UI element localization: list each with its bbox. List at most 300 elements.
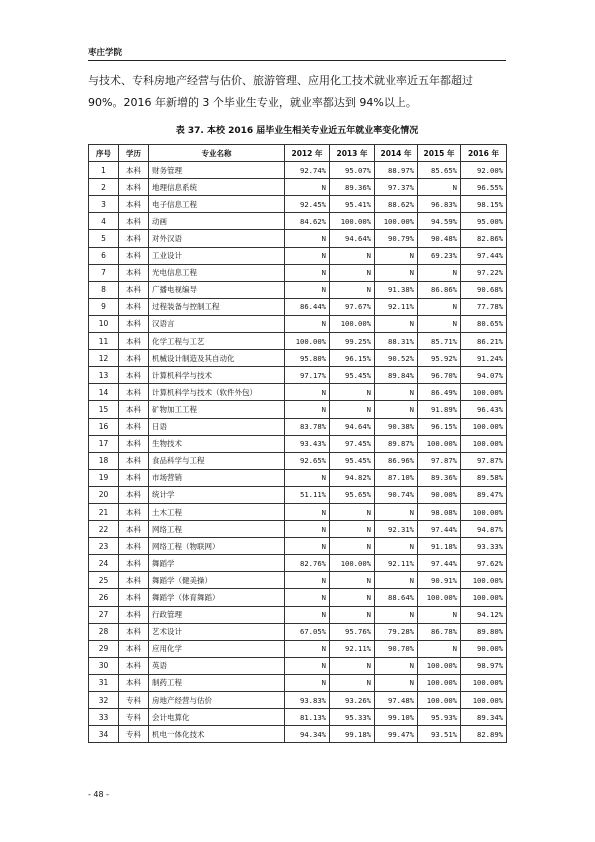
cell-2014: N (375, 657, 418, 674)
cell-2016: 90.00% (461, 640, 507, 657)
cell-index: 19 (89, 469, 119, 486)
cell-2016: 94.07% (461, 367, 507, 384)
cell-2014: 90.79% (375, 230, 418, 247)
table-row (89, 674, 507, 691)
running-header: 枣庄学院 (88, 48, 123, 58)
cell-degree: 本科 (119, 606, 149, 623)
cell-2014: N (375, 538, 418, 555)
cell-degree: 本科 (119, 657, 149, 674)
cell-2016: 91.24% (461, 350, 507, 367)
cell-degree: 专科 (119, 692, 149, 709)
col-header-2015: 2015 年 (418, 145, 461, 162)
cell-2013: 95.41% (330, 196, 375, 213)
cell-degree: 本科 (119, 555, 149, 572)
cell-major: 化学工程与工艺 (149, 333, 285, 350)
table-row (89, 281, 507, 298)
cell-2015: 97.44% (418, 521, 461, 538)
cell-2016: 89.80% (461, 623, 507, 640)
cell-major: 对外汉语 (149, 230, 285, 247)
table-caption: 表 37. 本校 2016 届毕业生相关专业近五年就业率变化情况 (175, 126, 419, 136)
cell-2013: 100.00% (330, 555, 375, 572)
cell-2015: 96.15% (418, 418, 461, 435)
col-header-2014: 2014 年 (375, 145, 418, 162)
cell-2014: 79.28% (375, 623, 418, 640)
cell-degree: 本科 (119, 418, 149, 435)
cell-major: 光电信息工程 (149, 264, 285, 281)
cell-index: 6 (89, 247, 119, 264)
cell-2012: N (285, 572, 330, 589)
cell-degree: 本科 (119, 230, 149, 247)
cell-2012: 83.78% (285, 418, 330, 435)
cell-2012: N (285, 281, 330, 298)
body-text-line-2: 90%。2016 年新增的 3 个毕业生专业，就业率都达到 94%以上。 (88, 96, 417, 109)
cell-2015: 91.18% (418, 538, 461, 555)
cell-2016: 90.68% (461, 281, 507, 298)
col-header-2016: 2016 年 (461, 145, 507, 162)
cell-index: 30 (89, 657, 119, 674)
cell-degree: 本科 (119, 247, 149, 264)
cell-2013: 93.26% (330, 692, 375, 709)
cell-2016: 95.00% (461, 213, 507, 230)
cell-2012: 100.00% (285, 333, 330, 350)
cell-2016: 97.87% (461, 452, 507, 469)
table-row (89, 384, 507, 401)
cell-degree: 本科 (119, 521, 149, 538)
cell-2014: 88.97% (375, 162, 418, 179)
table-row (89, 418, 507, 435)
cell-degree: 本科 (119, 538, 149, 555)
cell-2015: 100.00% (418, 589, 461, 606)
cell-2016: 82.86% (461, 230, 507, 247)
table-row (89, 521, 507, 538)
cell-2015: N (418, 640, 461, 657)
cell-2014: 90.38% (375, 418, 418, 435)
page-number: - 48 - (88, 790, 110, 799)
cell-index: 3 (89, 196, 119, 213)
cell-2013: N (330, 503, 375, 520)
cell-2015: 85.65% (418, 162, 461, 179)
cell-2015: 95.93% (418, 709, 461, 726)
cell-2014: 88.31% (375, 333, 418, 350)
cell-2012: 93.83% (285, 692, 330, 709)
table-row (89, 589, 507, 606)
col-header-major: 专业名称 (149, 145, 285, 162)
cell-2013: 99.18% (330, 726, 375, 743)
cell-degree: 专科 (119, 726, 149, 743)
cell-major: 机电一体化技术 (149, 726, 285, 743)
cell-index: 24 (89, 555, 119, 572)
cell-index: 8 (89, 281, 119, 298)
cell-2012: N (285, 230, 330, 247)
cell-2013: 94.82% (330, 469, 375, 486)
cell-index: 23 (89, 538, 119, 555)
col-header-2012: 2012 年 (285, 145, 330, 162)
cell-2015: 86.49% (418, 384, 461, 401)
cell-2016: 100.00% (461, 674, 507, 691)
table-row (89, 452, 507, 469)
cell-degree: 本科 (119, 333, 149, 350)
cell-2016: 100.00% (461, 692, 507, 709)
table-row (89, 162, 507, 179)
cell-2013: 92.11% (330, 640, 375, 657)
table-row (89, 298, 507, 315)
cell-2012: N (285, 401, 330, 418)
cell-2014: 99.47% (375, 726, 418, 743)
cell-2016: 92.00% (461, 162, 507, 179)
cell-2013: N (330, 281, 375, 298)
cell-2013: 94.64% (330, 418, 375, 435)
cell-major: 会计电算化 (149, 709, 285, 726)
cell-2013: 89.36% (330, 179, 375, 196)
cell-degree: 本科 (119, 179, 149, 196)
cell-2015: 91.89% (418, 401, 461, 418)
cell-degree: 本科 (119, 162, 149, 179)
table-row (89, 623, 507, 640)
cell-2013: N (330, 589, 375, 606)
cell-index: 25 (89, 572, 119, 589)
cell-2012: 92.65% (285, 452, 330, 469)
cell-degree: 本科 (119, 469, 149, 486)
cell-index: 12 (89, 350, 119, 367)
cell-2016: 100.00% (461, 435, 507, 452)
cell-degree: 本科 (119, 196, 149, 213)
cell-major: 计算机科学与技术 (149, 367, 285, 384)
cell-2014: 86.96% (375, 452, 418, 469)
table-header-row (89, 145, 507, 162)
cell-2014: 90.52% (375, 350, 418, 367)
cell-2013: 95.45% (330, 452, 375, 469)
cell-2016: 94.12% (461, 606, 507, 623)
cell-major: 过程装备与控制工程 (149, 298, 285, 315)
cell-2012: 67.05% (285, 623, 330, 640)
cell-index: 20 (89, 486, 119, 503)
cell-2015: 96.83% (418, 196, 461, 213)
cell-index: 9 (89, 298, 119, 315)
table-row (89, 264, 507, 281)
cell-2012: N (285, 657, 330, 674)
header-rule (88, 60, 506, 61)
table-row (89, 503, 507, 520)
cell-2014: 91.38% (375, 281, 418, 298)
cell-degree: 本科 (119, 486, 149, 503)
cell-major: 矿物加工工程 (149, 401, 285, 418)
table-row (89, 196, 507, 213)
cell-2016: 100.00% (461, 418, 507, 435)
cell-2014: N (375, 606, 418, 623)
cell-major: 行政管理 (149, 606, 285, 623)
table-row (89, 486, 507, 503)
cell-2016: 100.00% (461, 503, 507, 520)
cell-2014: 89.84% (375, 367, 418, 384)
cell-index: 22 (89, 521, 119, 538)
table-row (89, 555, 507, 572)
cell-2014: 100.00% (375, 213, 418, 230)
cell-index: 18 (89, 452, 119, 469)
cell-2014: N (375, 401, 418, 418)
cell-2012: N (285, 469, 330, 486)
cell-2012: 81.13% (285, 709, 330, 726)
cell-degree: 本科 (119, 589, 149, 606)
table-row (89, 572, 507, 589)
cell-2015: 85.71% (418, 333, 461, 350)
cell-2012: 84.62% (285, 213, 330, 230)
cell-major: 市场营销 (149, 469, 285, 486)
cell-2012: N (285, 640, 330, 657)
cell-2013: 99.25% (330, 333, 375, 350)
cell-2012: 97.17% (285, 367, 330, 384)
cell-2012: N (285, 674, 330, 691)
cell-2012: N (285, 521, 330, 538)
cell-2015: 100.00% (418, 692, 461, 709)
cell-2016: 93.33% (461, 538, 507, 555)
table-row (89, 726, 507, 743)
cell-degree: 本科 (119, 435, 149, 452)
cell-degree: 本科 (119, 315, 149, 332)
cell-degree: 本科 (119, 350, 149, 367)
cell-major: 房地产经营与估价 (149, 692, 285, 709)
cell-2013: N (330, 657, 375, 674)
table-row (89, 692, 507, 709)
cell-2015: N (418, 179, 461, 196)
cell-2013: 94.64% (330, 230, 375, 247)
cell-index: 11 (89, 333, 119, 350)
table-row (89, 606, 507, 623)
cell-2013: N (330, 674, 375, 691)
cell-major: 日语 (149, 418, 285, 435)
cell-2012: 95.80% (285, 350, 330, 367)
cell-2012: 82.76% (285, 555, 330, 572)
cell-major: 动画 (149, 213, 285, 230)
table-row (89, 230, 507, 247)
cell-2015: 100.00% (418, 435, 461, 452)
cell-2013: 100.00% (330, 213, 375, 230)
cell-2015: 90.48% (418, 230, 461, 247)
employment-rate-table (88, 144, 507, 743)
cell-major: 财务管理 (149, 162, 285, 179)
cell-major: 汉语言 (149, 315, 285, 332)
cell-2016: 97.62% (461, 555, 507, 572)
cell-2012: N (285, 503, 330, 520)
cell-index: 1 (89, 162, 119, 179)
cell-2012: 94.34% (285, 726, 330, 743)
cell-2012: N (285, 589, 330, 606)
cell-index: 28 (89, 623, 119, 640)
cell-major: 英语 (149, 657, 285, 674)
cell-index: 21 (89, 503, 119, 520)
cell-2014: 90.74% (375, 486, 418, 503)
table-row (89, 709, 507, 726)
cell-major: 土木工程 (149, 503, 285, 520)
cell-2016: 89.34% (461, 709, 507, 726)
cell-2014: 99.10% (375, 709, 418, 726)
cell-2013: 95.07% (330, 162, 375, 179)
cell-index: 26 (89, 589, 119, 606)
cell-2013: N (330, 384, 375, 401)
cell-2015: 100.00% (418, 674, 461, 691)
col-header-degree: 学历 (119, 145, 149, 162)
table-row (89, 333, 507, 350)
cell-2013: 95.65% (330, 486, 375, 503)
cell-major: 计算机科学与技术（软件外包） (149, 384, 285, 401)
cell-degree: 专科 (119, 709, 149, 726)
cell-2014: 90.70% (375, 640, 418, 657)
cell-major: 食品科学与工程 (149, 452, 285, 469)
cell-major: 地理信息系统 (149, 179, 285, 196)
cell-2012: 93.43% (285, 435, 330, 452)
cell-2016: 98.15% (461, 196, 507, 213)
cell-degree: 本科 (119, 503, 149, 520)
cell-2016: 77.78% (461, 298, 507, 315)
cell-index: 17 (89, 435, 119, 452)
cell-degree: 本科 (119, 623, 149, 640)
cell-index: 2 (89, 179, 119, 196)
cell-2013: 97.67% (330, 298, 375, 315)
cell-2012: N (285, 606, 330, 623)
cell-degree: 本科 (119, 298, 149, 315)
cell-2013: N (330, 606, 375, 623)
table-row (89, 435, 507, 452)
cell-index: 13 (89, 367, 119, 384)
cell-2014: N (375, 247, 418, 264)
cell-2015: 90.91% (418, 572, 461, 589)
table-row (89, 657, 507, 674)
cell-2014: N (375, 503, 418, 520)
cell-2012: N (285, 264, 330, 281)
cell-2016: 100.00% (461, 589, 507, 606)
cell-degree: 本科 (119, 281, 149, 298)
table-row (89, 179, 507, 196)
cell-index: 16 (89, 418, 119, 435)
cell-2015: 98.08% (418, 503, 461, 520)
cell-major: 网络工程 (149, 521, 285, 538)
cell-degree: 本科 (119, 367, 149, 384)
cell-index: 5 (89, 230, 119, 247)
cell-2016: 100.00% (461, 384, 507, 401)
cell-degree: 本科 (119, 384, 149, 401)
cell-major: 工业设计 (149, 247, 285, 264)
cell-2014: 92.11% (375, 298, 418, 315)
cell-index: 7 (89, 264, 119, 281)
cell-2013: 95.45% (330, 367, 375, 384)
cell-2015: N (418, 298, 461, 315)
cell-2014: N (375, 315, 418, 332)
cell-degree: 本科 (119, 213, 149, 230)
cell-major: 应用化学 (149, 640, 285, 657)
cell-2015: 69.23% (418, 247, 461, 264)
cell-2016: 96.55% (461, 179, 507, 196)
cell-2014: N (375, 674, 418, 691)
cell-index: 15 (89, 401, 119, 418)
cell-2015: 86.78% (418, 623, 461, 640)
cell-2015: N (418, 315, 461, 332)
body-text-line-1: 与技术、专科房地产经营与估价、旅游管理、应用化工技术就业率近五年都超过 (88, 74, 473, 87)
cell-2014: 87.10% (375, 469, 418, 486)
cell-index: 10 (89, 315, 119, 332)
cell-2015: N (418, 264, 461, 281)
cell-2015: 97.87% (418, 452, 461, 469)
table-row (89, 213, 507, 230)
table-row (89, 350, 507, 367)
cell-2012: N (285, 179, 330, 196)
cell-degree: 本科 (119, 640, 149, 657)
cell-2012: 92.74% (285, 162, 330, 179)
cell-2014: 88.62% (375, 196, 418, 213)
cell-major: 电子信息工程 (149, 196, 285, 213)
cell-2015: 100.00% (418, 657, 461, 674)
table-row (89, 367, 507, 384)
cell-2016: 97.22% (461, 264, 507, 281)
cell-2014: 88.64% (375, 589, 418, 606)
cell-2014: N (375, 264, 418, 281)
cell-2016: 89.58% (461, 469, 507, 486)
cell-2016: 89.47% (461, 486, 507, 503)
cell-major: 统计学 (149, 486, 285, 503)
cell-major: 广播电视编导 (149, 281, 285, 298)
cell-2016: 82.89% (461, 726, 507, 743)
cell-2014: 92.11% (375, 555, 418, 572)
cell-2016: 94.87% (461, 521, 507, 538)
cell-major: 艺术设计 (149, 623, 285, 640)
cell-2013: N (330, 521, 375, 538)
cell-2013: N (330, 401, 375, 418)
cell-2016: 80.65% (461, 315, 507, 332)
cell-2016: 96.43% (461, 401, 507, 418)
cell-2013: N (330, 572, 375, 589)
table-row (89, 640, 507, 657)
col-header-index: 序号 (89, 145, 119, 162)
table-row (89, 469, 507, 486)
cell-major: 制药工程 (149, 674, 285, 691)
cell-2014: 97.48% (375, 692, 418, 709)
cell-2014: 97.37% (375, 179, 418, 196)
cell-degree: 本科 (119, 452, 149, 469)
cell-2015: 94.59% (418, 213, 461, 230)
cell-2015: N (418, 606, 461, 623)
cell-2014: 92.31% (375, 521, 418, 538)
cell-2014: N (375, 384, 418, 401)
cell-2016: 97.44% (461, 247, 507, 264)
cell-major: 舞蹈学（健美操） (149, 572, 285, 589)
cell-2012: N (285, 384, 330, 401)
cell-major: 网络工程（物联网） (149, 538, 285, 555)
cell-major: 生物技术 (149, 435, 285, 452)
cell-2016: 98.97% (461, 657, 507, 674)
cell-2013: 95.76% (330, 623, 375, 640)
cell-2016: 100.00% (461, 572, 507, 589)
cell-index: 32 (89, 692, 119, 709)
table-row (89, 247, 507, 264)
cell-index: 4 (89, 213, 119, 230)
cell-2012: 92.45% (285, 196, 330, 213)
cell-degree: 本科 (119, 401, 149, 418)
cell-2015: 89.36% (418, 469, 461, 486)
cell-2015: 90.00% (418, 486, 461, 503)
cell-2012: N (285, 315, 330, 332)
cell-2013: 95.33% (330, 709, 375, 726)
cell-2015: 95.92% (418, 350, 461, 367)
cell-2012: 86.44% (285, 298, 330, 315)
cell-2013: 96.15% (330, 350, 375, 367)
cell-2013: N (330, 247, 375, 264)
cell-2012: N (285, 538, 330, 555)
cell-index: 34 (89, 726, 119, 743)
cell-index: 29 (89, 640, 119, 657)
cell-degree: 本科 (119, 264, 149, 281)
cell-degree: 本科 (119, 572, 149, 589)
cell-2015: 96.70% (418, 367, 461, 384)
table-row (89, 315, 507, 332)
col-header-2013: 2013 年 (330, 145, 375, 162)
